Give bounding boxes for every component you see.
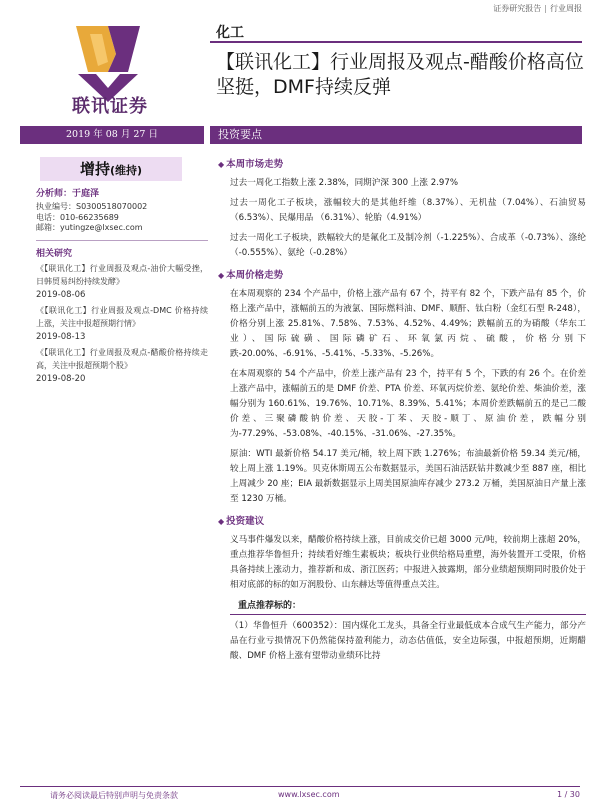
pick-paragraph: （1）华鲁恒升（600352）：国内煤化工龙头，具备全行业最低成本合成气生产能力，部分产品在行业亏损情况下仍然能保持盈利能力，动态估值低，安全边际强，中报超预期，近期醋酸、DMF 价格上涨有望带动业绩环比持 (230, 621, 586, 661)
diamond-bullet-icon: ◆ (218, 271, 225, 280)
diamond-bullet-icon: ◆ (218, 517, 225, 526)
market-paragraph: 过去一周化工子板块，涨幅较大的是其他纤维（8.37%）、无机盐（7.04%）、石油贸易（6.53%）、民爆用品 （6.31%）、轮胎（4.91%） (230, 198, 586, 223)
advice-paragraph: 义马事件爆发以来，醋酸价格持续上涨，目前成交价已超 3000 元/吨，较前期上涨超 20%，重点推荐华鲁恒升；持续看好维生素板块；板块行业供给格局重塑，海外装置开工受限，价格具备持续上涨动力，推荐新和成、浙江医药；中报进入披露期，部分业绩超预期同时股价处于相对底部的标的如万润股份、山东赫达等值得重点关注。 (230, 535, 586, 590)
picks-divider (230, 614, 586, 615)
related-item-text[interactable]: 《【联讯化工】行业周报及观点-DMC 价格持续上涨，关注中报超预期行情》 (36, 305, 208, 328)
market-paragraph: 过去一周化工指数上涨 2.38%，同期沪深 300 上涨 2.97% (230, 178, 459, 188)
main-content (218, 150, 586, 667)
report-date: 2019 年 08 月 27 日 (20, 126, 204, 144)
related-item-text[interactable]: 《【联讯化工】行业周报及观点-油价大幅受挫，日韩贸易纠纷持续发酵》 (36, 263, 208, 286)
category-divider (210, 41, 582, 43)
footer-disclaimer[interactable]: 请务必阅读最后特别声明与免责条款 (50, 791, 178, 800)
section-title: 投资要点 (210, 126, 582, 144)
rating-sub: (维持) (109, 164, 143, 177)
report-title: 【联讯化工】行业周报及观点-醋酸价格高位坚挺，DMF持续反弹 (216, 51, 584, 98)
prices-paragraph: 原油：WTI 最新价格 54.17 美元/桶，较上周下跌 1.276%；布油最新价格 59.34 美元/桶，较上周上涨 1.19%。贝克休斯周五公布数据显示，美国石油活跃钻井数减少至 887 座，相比上周减少 20 座；EIA 最新数据显示上周美国原油库存减少 273.2 万桶，美国原油日产量上涨至 1230 万桶。 (230, 449, 586, 504)
logo-text: 联讯证券 (72, 96, 148, 117)
related-item-date: 2019-08-06 (36, 289, 86, 300)
market-paragraph: 过去一周化工子板块，跌幅较大的是氟化工及制冷剂（-1.225%）、合成革（-0.73%）、涤纶（-0.555%）、氨纶（-0.28%） (230, 233, 586, 258)
related-item-text[interactable]: 《【联讯化工】行业周报及观点-醋酸价格持续走高，关注中报超预期个股》 (36, 347, 208, 370)
analyst-cert: 执业编号：S0300518070002 (36, 202, 148, 211)
advice-heading-text: 投资建议 (226, 516, 265, 527)
footer-url[interactable]: www.lxsec.com (278, 790, 340, 799)
prices-heading (218, 267, 586, 281)
market-heading-text: 本周市场走势 (226, 159, 284, 170)
diamond-bullet-icon: ◆ (218, 160, 225, 169)
sidebar-divider (36, 240, 208, 241)
picks-subheading: 重点推荐标的： (238, 601, 302, 611)
rating-main: 增持 (79, 160, 110, 178)
related-item-date: 2019-08-20 (36, 373, 86, 384)
advice-heading (218, 513, 586, 527)
related-item-date: 2019-08-13 (36, 331, 86, 342)
prices-paragraph: 在本周观察的 234 个产品中，价格上涨产品有 67 个，持平有 82 个，下跌产品有 85 个，价格上涨产品中，涨幅前五的为液氯、国际燃料油、DMF、顺酐、钛白粉（金红石型 R-248），价格分别上涨 25.81%、7.58%、7.53%、4.52%、4.49%；跌幅前五的为硝酸（华东工业）、国际硫磺、国际磷矿石、环氧氯丙烷、硫酸，价格分别下跌-20.00%、-6.91%、-5.41%、-5.33%、-5.26%。 (230, 289, 586, 359)
page-footer (20, 786, 580, 800)
related-research-title: 相关研究 (36, 248, 73, 259)
left-sidebar (36, 186, 208, 388)
footer-page-number: 1 / 30 (556, 790, 580, 799)
header-report-label: 证券研究报告 (493, 4, 542, 13)
market-heading (218, 156, 586, 170)
report-header (493, 3, 582, 14)
analyst-email[interactable]: 邮箱：yutingze@lxsec.com (36, 223, 143, 232)
analyst-name: 分析师：于庭泽 (36, 189, 100, 199)
report-category: 化工 (216, 25, 244, 41)
rating-badge (40, 157, 182, 181)
header-separator: | (544, 4, 547, 13)
prices-heading-text: 本周价格走势 (226, 270, 284, 281)
prices-paragraph: 在本周观察的 54 个产品中，价差上涨产品有 23 个，持平有 5 个，下跌的有 26 个。在价差上涨产品中，涨幅前五的是 DMF 价差、PTA 价差、环氧丙烷价差、氨纶价差、柴油价差，涨幅分别为 160.61%、19.76%、10.71%、8.39%、5.41%；本周价差跌幅前五的是己二酸价差、三聚磷酸钠价差、天胶-丁苯、天胶-顺丁、原油价差，跌幅分别为-77.29%、-53.08%、-40.15%、-31.06%、-27.35%。 (230, 369, 586, 439)
analyst-phone: 电话：010-66235689 (36, 212, 119, 222)
header-type-label: 行业周报 (550, 4, 582, 13)
